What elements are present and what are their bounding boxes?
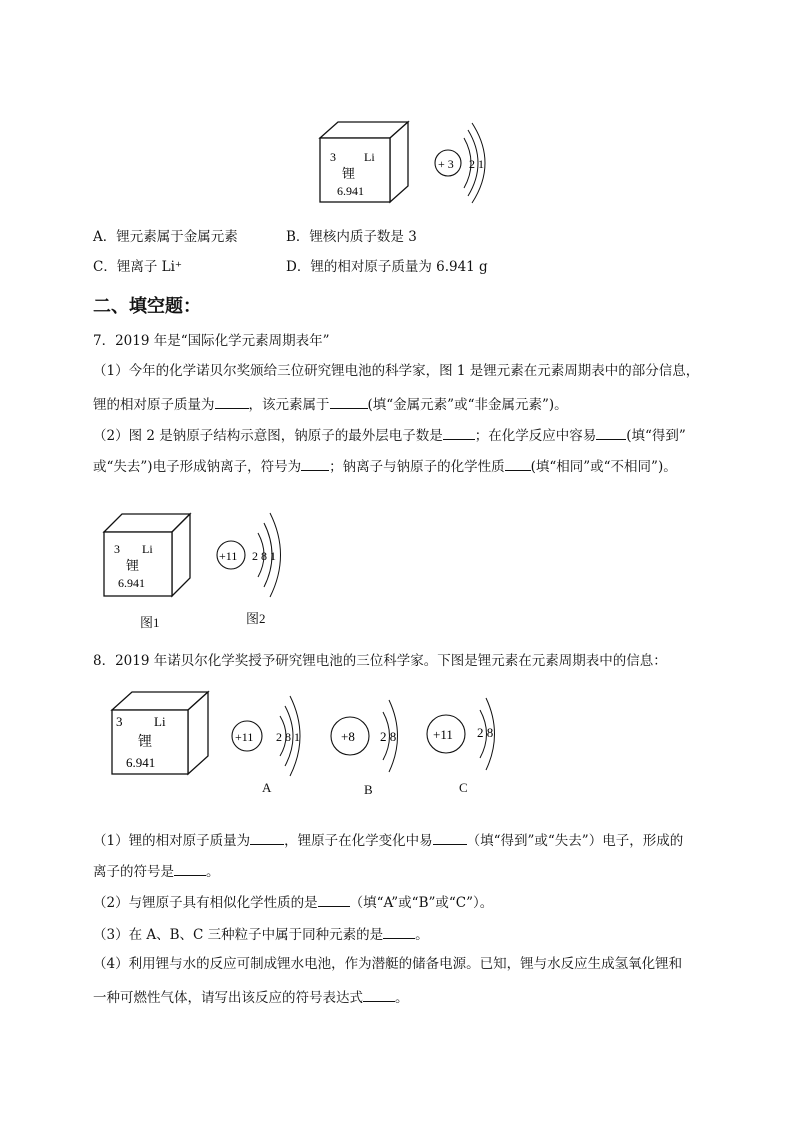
- q7-part2-line1: （2）图 2 是钠原子结构示意图，钠原子的最外层电子数是 ；在化学反应中容易 (填“得到”: [93, 425, 686, 445]
- element-name: 锂: [138, 735, 152, 750]
- electron-numbers: 2 8: [477, 725, 494, 740]
- option-d: D．锂的相对原子质量为 6.941 g: [286, 259, 488, 275]
- q8-part4-line1: （4）利用锂与水的反应可制成锂水电池，作为潜艇的储备电源。已知，锂与水反应生成氢氧化锂和: [93, 956, 683, 972]
- answer-blank[interactable]: [215, 394, 249, 409]
- nucleus-charge: +11: [235, 730, 254, 744]
- answer-blank[interactable]: [301, 456, 329, 471]
- answer-blank[interactable]: [383, 924, 415, 939]
- atom-c-label: C: [459, 780, 468, 795]
- electron-numbers: 2 8 1: [276, 730, 300, 744]
- element-name: 锂: [342, 166, 356, 181]
- atom-a-label: A: [262, 780, 272, 795]
- fig1-element-cube: [102, 512, 194, 598]
- element-number: 3: [116, 714, 123, 729]
- atom-b-label: B: [364, 782, 373, 797]
- element-number: 3: [114, 542, 120, 556]
- q8-part4-line2: 一种可燃性气体，请写出该反应的符号表达式 。: [93, 987, 409, 1007]
- q8-stem: 8．2019 年诺贝尔化学奖授予研究锂电池的三位科学家。下图是锂元素在元素周期表中的信息：: [93, 653, 667, 669]
- option-c: C．锂离子 Li⁺: [93, 259, 183, 275]
- q7-part1-line2: 锂的相对原子质量为 ，该元素属于 (填“金属元素”或“非金属元素”)。: [93, 394, 568, 414]
- nucleus-charge: +11: [433, 727, 453, 742]
- answer-blank[interactable]: [318, 892, 350, 907]
- answer-blank[interactable]: [505, 456, 531, 471]
- option-b: B．锂核内质子数是 3: [286, 229, 417, 245]
- section-heading: 二、填空题：: [93, 296, 201, 317]
- electron-numbers: 2 1: [469, 157, 484, 171]
- q8-part1-line2: 离子的符号是 。: [93, 861, 220, 881]
- element-mass: 6.941: [337, 184, 364, 198]
- q7-part2-line2: 或“失去”)电子形成钠离子，符号为 ；钠离子与钠原子的化学性质 (填“相同”或“不相同”)。: [93, 456, 677, 476]
- nucleus-charge: +8: [341, 729, 355, 744]
- answer-blank[interactable]: [363, 987, 395, 1002]
- answer-blank[interactable]: [596, 425, 626, 440]
- fig2-caption: 图2: [246, 611, 266, 626]
- answer-blank[interactable]: [330, 394, 368, 409]
- fig1-caption: 图1: [140, 615, 160, 630]
- element-mass: 6.941: [118, 576, 145, 590]
- q7-stem: 7．2019 年是“国际化学元素周期表年”: [93, 333, 330, 349]
- element-name: 锂: [126, 558, 140, 573]
- element-symbol: Li: [154, 714, 166, 729]
- nucleus-charge: + 3: [438, 157, 454, 171]
- q8-part3: （3）在 A、B、C 三种粒子中属于同种元素的是 。: [93, 924, 429, 944]
- atom-b-diagram: [328, 692, 408, 778]
- q8-part1-line1: （1）锂的相对原子质量为 ，锂原子在化学变化中易 （填“得到”或“失去”）电子，形成的: [93, 830, 683, 850]
- electron-numbers: 2 8 1: [252, 549, 276, 563]
- nucleus-charge: +11: [219, 549, 238, 563]
- element-mass: 6.941: [126, 755, 156, 770]
- answer-blank[interactable]: [250, 830, 284, 845]
- q8-part2: （2）与锂原子具有相似化学性质的是 （填“A”或“B”或“C”）。: [93, 892, 493, 912]
- atom-a-diagram: [230, 692, 320, 778]
- answer-blank[interactable]: [433, 830, 467, 845]
- element-number: 3: [330, 150, 336, 164]
- top-element-cube: [318, 120, 410, 205]
- top-atom-diagram: [430, 120, 500, 205]
- q7-part1-line1: （1）今年的化学诺贝尔奖颁给三位研究锂电池的科学家，图 1 是锂元素在元素周期表中的部分信息，: [93, 363, 700, 379]
- answer-blank[interactable]: [443, 425, 475, 440]
- element-symbol: Li: [364, 150, 375, 164]
- q8-element-cube: [110, 690, 210, 776]
- fig2-atom-diagram: [212, 510, 292, 600]
- element-symbol: Li: [142, 542, 153, 556]
- option-a: A．锂元素属于金属元素: [93, 229, 238, 245]
- answer-blank[interactable]: [174, 861, 206, 876]
- electron-numbers: 2 8: [380, 729, 397, 744]
- atom-c-diagram: [424, 688, 504, 774]
